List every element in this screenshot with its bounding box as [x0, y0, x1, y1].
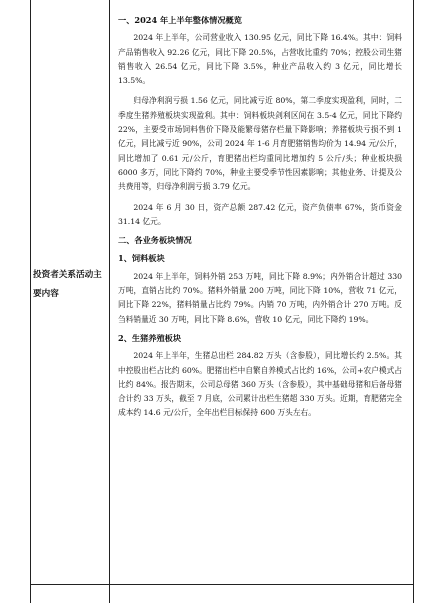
feed-section-title: 1、饲料板块 — [118, 253, 165, 264]
row-divider — [30, 584, 414, 585]
hog-section-title: 2、生猪养殖板块 — [118, 332, 182, 343]
section-2-title: 二、各业务板块情况 — [118, 235, 192, 246]
content-cell — [118, 13, 402, 421]
section-1-paragraph-2: 归母净利润亏损 1.56 亿元，同比减亏近 80%，第二季度实现盈利，同时，二季度生猪养殖板块实现盈利。其中：饲料板块剑利区间在 3.5-4 亿元，同比下降约 22%，主要受市场饲料售价下降及能繁母猪存栏量下降影响；养猪板块亏损不到 1 亿元，同比减亏近 90%，公司 2024 年 1-6 月育肥猪销售均价为 14.94 元/公斤，同比增加了 0.61 元/公斤，育肥猪出栏均重同比增加约 5 公斤/头；种业板块损 6000 多万，同比下降约 70%，种业主要受季节性因素影响；其他业务、计提及公共费用等，归母净利润亏损 3.79 亿元。 — [118, 96, 402, 192]
section-1-title: 一、2024 年上半年整体情况概览 — [118, 15, 242, 25]
row-label: 投资者关系活动主要内容 — [33, 270, 102, 299]
feed-section-paragraph: 2024 年上半年，饲料外销 253 万吨，同比下降 8.9%；内外销合计超过 330 万吨，直销占比约 70%。猪料外销量 200 万吨，同比下降 10%，营收 71 亿元，同比下降 22%，猪料销量占比约 79%。内销 70 万吨，内外销合计 270 万吨。反刍料销量近 30 万吨，同比下降 8.6%，营收 10 亿元，同比下降约 19%。 — [118, 271, 402, 324]
column-divider — [109, 0, 110, 603]
section-1-paragraph-3: 2024 年 6 月 30 日，资产总额 287.42 亿元，资产负债率 67%，货币资金 31.14 亿元。 — [118, 202, 402, 226]
section-1-paragraph-1: 2024 年上半年，公司营业收入 130.95 亿元，同比下降 16.4%。其中：饲料产品销售收入 92.26 亿元，同比下降 20.5%，占营收比重约 70%；控股公司生猪销售收入 26.54 亿元，同比下降 3.5%，种业产品收入约 3 亿元，同比增长 13.5%。 — [118, 33, 402, 86]
hog-section-paragraph: 2024 年上半年，生猪总出栏 284.82 万头（含参股），同比增长约 2.5%。其中控股出栏占比约 60%。肥猪出栏中自繁自养模式占比约 16%，公司+农户模式占比约 84%。报告期末，公司总母猪 360 万头（含参股），其中基础母猪和后备母猪合计约 33 万头，截至 7 月底，公司累计出栏生猪超 330 万头。近期，育肥猪完全成本约 14.6 元/公斤，全年出栏目标保持 600 万头左右。 — [118, 351, 402, 418]
